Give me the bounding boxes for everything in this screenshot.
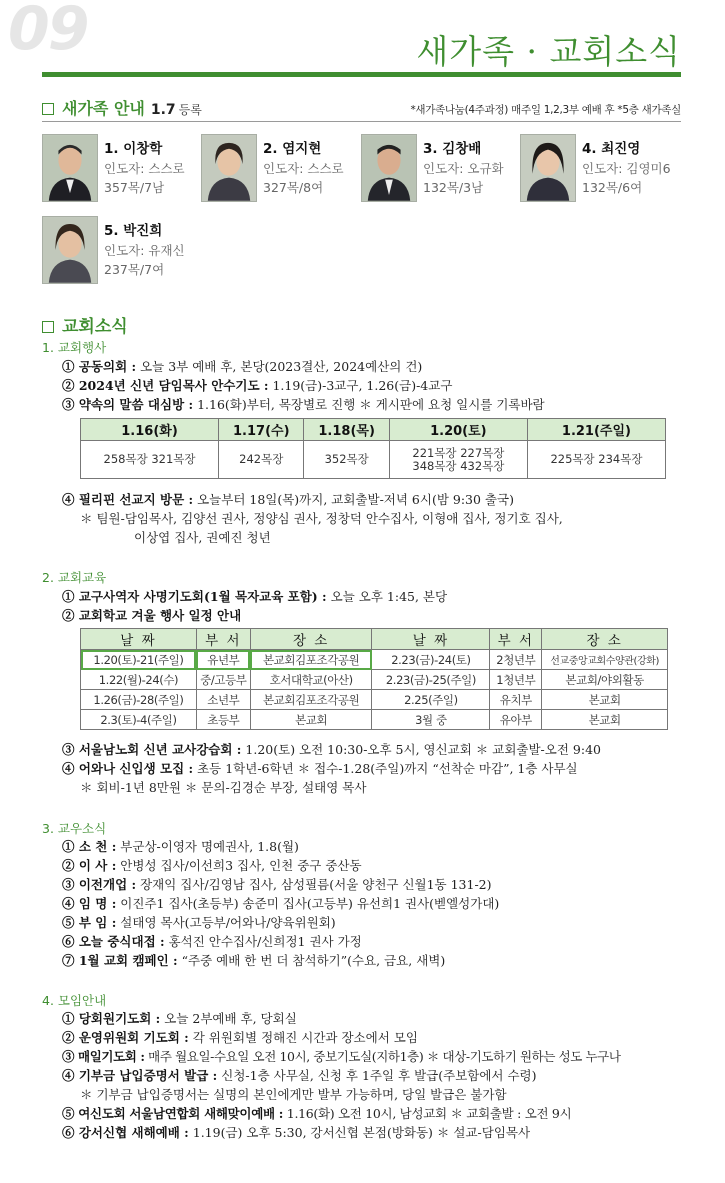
table-cell: 유아부 xyxy=(490,710,542,730)
member-photo xyxy=(361,134,417,202)
member-photo xyxy=(520,134,576,202)
table-header: 1.17(수) xyxy=(219,419,304,441)
news-item: ③ 이전개업 : 장재익 집사/김영남 집사, 삼성필름(서울 양천구 신월1동 131-2) xyxy=(62,877,492,892)
new-member-card xyxy=(361,134,526,204)
visitation-table xyxy=(80,418,666,479)
news-item: ② 교회학교 겨울 행사 일정 안내 xyxy=(62,608,242,623)
member-guide: 인도자: 유재신 xyxy=(104,243,185,258)
member-name: 2. 염지현 xyxy=(263,141,322,157)
table-header: 1.21(주일) xyxy=(527,419,665,441)
table-header: 부 서 xyxy=(196,629,250,650)
member-group: 357목/7남 xyxy=(104,180,165,195)
news-item: ② 이 사 : 안병성 집사/이선희3 집사, 인천 중구 중산동 xyxy=(62,858,362,873)
new-family-title xyxy=(42,96,202,119)
table-cell: 1청년부 xyxy=(490,670,542,690)
section-heading: 1. 교회행사 xyxy=(42,340,107,355)
member-name: 3. 김창배 xyxy=(423,141,482,157)
square-bullet-icon xyxy=(42,321,54,333)
new-family-note: *새가족나눔(4주과정) 매주일 1,2,3부 예배 후 *5층 새가족실 xyxy=(410,104,681,116)
news-item: ⑥ 강서신협 새해예배 : 1.19(금) 오후 5:30, 강서신협 본점(방화동) ＊ 설교-담임목사 xyxy=(62,1125,531,1140)
news-note: ＊ 회비-1년 8만원 ＊ 문의-김경순 부장, 설태영 목사 xyxy=(80,780,367,795)
member-group: 327목/8여 xyxy=(263,180,324,195)
member-guide: 인도자: 오규화 xyxy=(423,161,504,176)
table-header: 날 짜 xyxy=(81,629,197,650)
news-note: ＊ 팀원-담임목사, 김양선 권사, 정양심 권사, 정창덕 안수집사, 이형애 집사, 정기호 집사, xyxy=(80,511,563,526)
news-item: ④ 필리핀 선교지 방문 : 오늘부터 18일(목)까지, 교회출발-저녁 6시(밤 9:30 출국) xyxy=(62,492,514,507)
new-member-card xyxy=(42,216,207,286)
table-cell: 2청년부 xyxy=(490,650,542,670)
section-heading: 3. 교우소식 xyxy=(42,821,107,836)
table-header: 1.20(토) xyxy=(389,419,527,441)
table-cell: 242목장 xyxy=(219,441,304,479)
news-note: 이상엽 집사, 권예진 청년 xyxy=(134,530,271,545)
table-cell: 호서대학교(아산) xyxy=(250,670,372,690)
member-photo xyxy=(42,216,98,284)
title-divider xyxy=(42,72,681,77)
table-header: 1.16(화) xyxy=(81,419,219,441)
new-family-title-text: 새가족 안내 xyxy=(62,99,145,118)
news-item: ② 2024년 신년 담임목사 안수기도 : 1.19(금)-3교구, 1.26(금)-4교구 xyxy=(62,378,453,393)
news-item: ③ 매일기도회 : 매주 월요일-수요일 오전 10시, 중보기도실(지하1층) ＊ 대상-기도하기 원하는 성도 누구나 xyxy=(62,1049,621,1064)
news-item: ⑤ 여신도회 서울남연합회 새해맞이예배 : 1.16(화) 오전 10시, 남성교회 ＊ 교회출발 : 오전 9시 xyxy=(62,1106,572,1121)
table-cell: 2.23(금)-24(토) xyxy=(372,650,490,670)
table-cell: 225목장 234목장 xyxy=(527,441,665,479)
news-item: ① 공동의회 : 오늘 3부 예배 후, 본당(2023결산, 2024예산의 건) xyxy=(62,359,423,374)
news-item: ③ 서울남노회 신년 교사강습회 : 1.20(토) 오전 10:30-오후 5시, 영신교회 ＊ 교회출발-오전 9:40 xyxy=(62,742,601,757)
member-name: 5. 박진희 xyxy=(104,223,163,239)
news-item: ⑥ 오늘 중식대접 : 홍석진 안수집사/신희정1 권사 가정 xyxy=(62,934,362,949)
news-item: ⑤ 부 임 : 설태영 목사(고등부/어와나/양육위원회) xyxy=(62,915,336,930)
church-news-title-text: 교회소식 xyxy=(62,317,128,337)
table-cell: 258목장 321목장 xyxy=(81,441,219,479)
new-family-reg: 등록 xyxy=(178,103,202,117)
member-guide: 인도자: 스스로 xyxy=(263,161,344,176)
page-title: 새가족 · 교회소식 xyxy=(416,32,681,71)
table-header: 장 소 xyxy=(250,629,372,650)
table-header: 1.18(목) xyxy=(304,419,389,441)
table-cell: 1.20(토)-21(주일) xyxy=(81,650,197,670)
member-photo xyxy=(42,134,98,202)
news-item: ② 운영위원회 기도회 : 각 위원회별 정해진 시간과 장소에서 모임 xyxy=(62,1030,418,1045)
section-heading: 2. 교회교육 xyxy=(42,570,107,585)
table-cell: 소년부 xyxy=(196,690,250,710)
winter-schedule-table xyxy=(80,628,668,730)
table-cell: 2.25(주일) xyxy=(372,690,490,710)
table-cell: 본교회 xyxy=(542,690,668,710)
news-item: ① 당회원기도회 : 오늘 2부예배 후, 당회실 xyxy=(62,1011,297,1026)
table-cell: 3월 중 xyxy=(372,710,490,730)
table-cell: 221목장 227목장 348목장 432목장 xyxy=(389,441,527,479)
square-bullet-icon xyxy=(42,103,54,115)
member-name: 1. 이창학 xyxy=(104,141,163,157)
table-cell: 1.26(금)-28(주일) xyxy=(81,690,197,710)
table-cell: 선교중앙교회수양관(강화) xyxy=(542,650,668,670)
new-family-date: 1.7 xyxy=(150,102,176,118)
table-header: 부 서 xyxy=(490,629,542,650)
table-cell: 352목장 xyxy=(304,441,389,479)
table-header: 장 소 xyxy=(542,629,668,650)
member-photo xyxy=(201,134,257,202)
table-cell: 본교회김포조각공원 xyxy=(250,650,372,670)
news-item: ① 교구사역자 사명기도회(1월 목자교육 포함) : 오늘 오후 1:45, 본당 xyxy=(62,589,448,604)
church-news-title xyxy=(42,312,128,337)
table-cell: 본교회김포조각공원 xyxy=(250,690,372,710)
page-number: 09 xyxy=(8,0,88,64)
member-group: 132목/6여 xyxy=(582,180,643,195)
member-group: 132목/3남 xyxy=(423,180,484,195)
new-family-header xyxy=(42,96,681,122)
new-member-card xyxy=(42,134,207,204)
member-guide: 인도자: 김영미6 xyxy=(582,161,671,176)
table-cell: 유년부 xyxy=(196,650,250,670)
table-cell: 중/고등부 xyxy=(196,670,250,690)
table-cell: 본교회 xyxy=(250,710,372,730)
section-heading: 4. 모임안내 xyxy=(42,993,107,1008)
table-cell: 본교회 xyxy=(542,710,668,730)
table-cell: 초등부 xyxy=(196,710,250,730)
news-item: ③ 약속의 말씀 대심방 : 1.16(화)부터, 목장별로 진행 ＊ 게시판에 요청 일시를 기록바람 xyxy=(62,397,545,412)
news-item: ④ 기부금 납입증명서 발급 : 신청-1층 사무실, 신청 후 1주일 후 발급(주보함에서 수령) xyxy=(62,1068,537,1083)
table-cell: 2.3(토)-4(주일) xyxy=(81,710,197,730)
news-item: ④ 임 명 : 이진주1 집사(초등부) 송준미 집사(고등부) 유선희1 권사(벧엘성가대) xyxy=(62,896,500,911)
member-group: 237목/7여 xyxy=(104,262,165,277)
member-name: 4. 최진영 xyxy=(582,141,641,157)
table-cell: 2.23(금)-25(주일) xyxy=(372,670,490,690)
new-member-card xyxy=(201,134,366,204)
new-member-card xyxy=(520,134,685,204)
news-item: ④ 어와나 신입생 모집 : 초등 1학년-6학년 ＊ 접수-1.28(주일)까지 “선착순 마감”, 1층 사무실 xyxy=(62,761,578,776)
news-item: ① 소 천 : 부군상-이영자 명예권사, 1.8(월) xyxy=(62,839,299,854)
table-cell: 본교회/야외활동 xyxy=(542,670,668,690)
table-cell: 유치부 xyxy=(490,690,542,710)
news-note: ＊ 기부금 납입증명서는 실명의 본인에게만 발부 가능하며, 당일 발급은 불가함 xyxy=(80,1087,507,1102)
table-header: 날 짜 xyxy=(372,629,490,650)
member-guide: 인도자: 스스로 xyxy=(104,161,185,176)
news-item: ⑦ 1월 교회 캠페인 : “주중 예배 한 번 더 참석하기”(수요, 금요, 새벽) xyxy=(62,953,446,968)
table-cell: 1.22(월)-24(수) xyxy=(81,670,197,690)
